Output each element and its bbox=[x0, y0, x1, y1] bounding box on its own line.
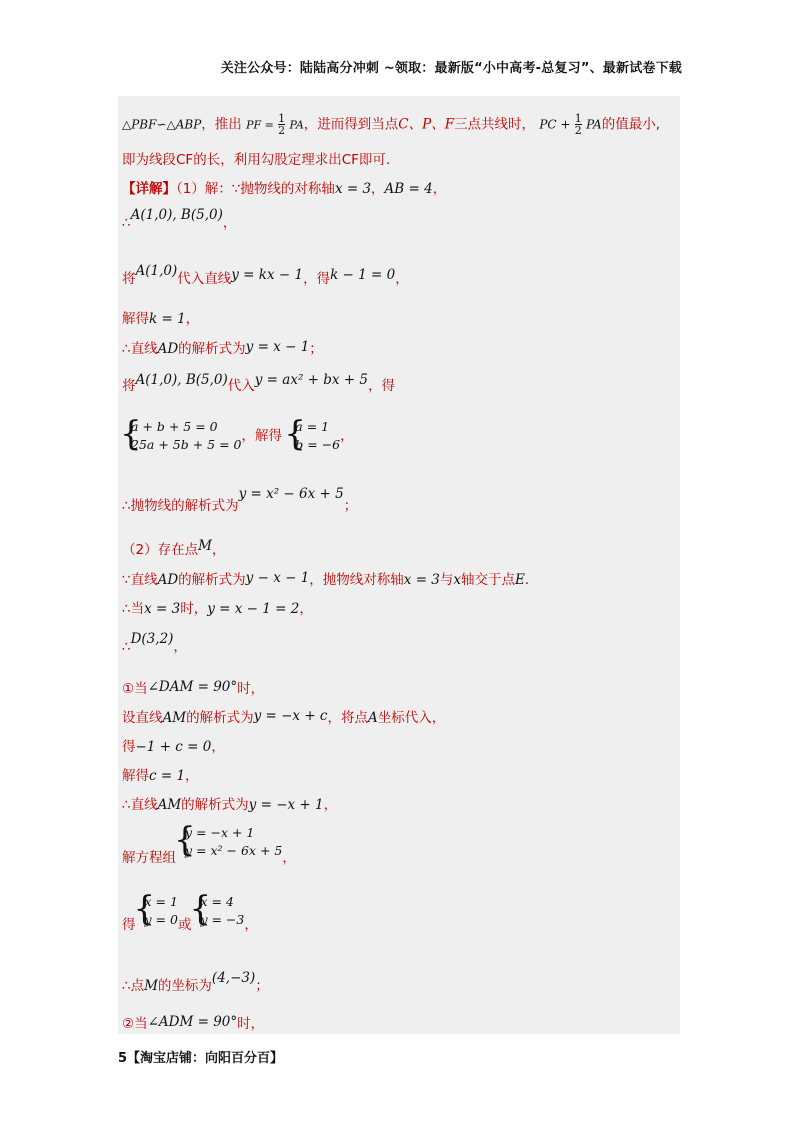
numerator: 1 bbox=[574, 112, 582, 125]
solution-line-16 bbox=[122, 709, 445, 727]
equation-row: y = x² − 6x + 5 bbox=[185, 843, 283, 858]
text: ， bbox=[185, 311, 200, 327]
math-expr: y = kx − 1 bbox=[231, 267, 304, 283]
therefore-symbol: ∴ bbox=[122, 215, 131, 231]
math-expr: PA bbox=[289, 118, 304, 132]
text: ， bbox=[299, 601, 313, 617]
math-expr: PA bbox=[586, 117, 602, 132]
text: ，得 bbox=[368, 378, 395, 394]
text: 将 bbox=[122, 271, 136, 287]
solution-line-21 bbox=[122, 893, 258, 933]
math-expr: AM bbox=[162, 710, 187, 726]
text: 代入直线 bbox=[177, 271, 232, 287]
equation-row: 25a + 5b + 5 = 0 bbox=[131, 437, 242, 452]
therefore-symbol: ∴ bbox=[122, 639, 131, 655]
text: ， bbox=[222, 215, 237, 231]
text: 代入 bbox=[227, 378, 255, 394]
solution-line-11 bbox=[122, 538, 226, 559]
text: 或 bbox=[177, 917, 192, 933]
math-expr: k − 1 = 0 bbox=[330, 267, 396, 283]
math-expr: −1 + c = 0 bbox=[135, 739, 212, 755]
text: ，解得 bbox=[241, 428, 282, 444]
equation-row: { a + b + 5 = 0 bbox=[131, 419, 218, 434]
math-expr: ∠DAM = 90° bbox=[147, 679, 238, 695]
math-expr: y = −x + 1 bbox=[248, 797, 324, 813]
text: ，进而得到当点 bbox=[303, 116, 399, 133]
solution-line-18 bbox=[122, 767, 199, 785]
solution-line-14 bbox=[122, 631, 187, 656]
math-expr: (4,−3) bbox=[211, 970, 256, 986]
text: 得 bbox=[122, 739, 136, 755]
text: 的解析式为 bbox=[181, 797, 249, 813]
equation-row: { x = 4 bbox=[200, 894, 234, 909]
solution-line-8 bbox=[122, 372, 395, 395]
equation-row: b = −6 bbox=[295, 437, 341, 452]
text: （1）解：∵抛物线的对称轴 bbox=[176, 181, 335, 197]
solution-line-15 bbox=[122, 680, 264, 698]
math-expr: x = 3 bbox=[144, 601, 181, 617]
similar-triangles-expr: △PBF∽△ABP bbox=[122, 117, 202, 132]
solution-line-20 bbox=[122, 824, 296, 866]
math-expr: E bbox=[515, 572, 525, 588]
math-expr: ∠ADM = 90° bbox=[147, 1014, 238, 1030]
math-expr: A bbox=[367, 710, 378, 726]
text: 的值最小, bbox=[601, 116, 661, 133]
math-expr: A(1,0), B(5,0) bbox=[135, 372, 228, 388]
text: 的解析式为 bbox=[178, 341, 246, 357]
text: ②当 bbox=[122, 1016, 148, 1032]
text: 坐标代入， bbox=[377, 710, 446, 726]
text: 时， bbox=[237, 1016, 265, 1032]
text: 将 bbox=[122, 378, 136, 394]
equation-row: y = −3 bbox=[200, 912, 245, 927]
solution-line-9 bbox=[122, 418, 354, 454]
text: ， bbox=[185, 768, 199, 784]
math-expr: x = 3 bbox=[403, 572, 440, 588]
text: ∴直线 bbox=[122, 341, 158, 357]
equation-row: { a = 1 bbox=[295, 419, 330, 434]
text: ； bbox=[255, 978, 269, 994]
solution-line-17 bbox=[122, 738, 225, 756]
math-expr: y = x² − 6x + 5 bbox=[238, 486, 344, 502]
text: ∴当 bbox=[122, 601, 145, 617]
text: ， bbox=[395, 271, 409, 287]
denominator: 2 bbox=[574, 124, 582, 137]
math-expr: k = 1 bbox=[149, 311, 186, 327]
text: （2）存在点 bbox=[122, 542, 199, 558]
solution-line-23 bbox=[122, 1015, 264, 1033]
text: 时， bbox=[180, 601, 208, 617]
detail-label: 【详解】 bbox=[122, 181, 176, 197]
solution-line-1 bbox=[122, 113, 660, 136]
page-header: 关注公众号：陆陆高分冲刺 ~领取：最新版“小中高考-总复习”、最新试卷下载 bbox=[220, 61, 682, 76]
math-expr: PF = bbox=[246, 118, 274, 132]
text: 设直线 bbox=[122, 710, 163, 726]
math-expr: AD bbox=[157, 572, 179, 588]
math-expr: C、P、F bbox=[398, 116, 455, 133]
text: ∴点 bbox=[122, 978, 145, 994]
solution-system-2 bbox=[191, 893, 244, 929]
solution-line-3 bbox=[122, 180, 446, 198]
equation-system-2 bbox=[286, 418, 340, 454]
text: 与 bbox=[439, 572, 454, 588]
text: ； bbox=[343, 498, 358, 514]
solution-line-10 bbox=[122, 486, 358, 515]
text: 解得 bbox=[122, 768, 149, 784]
math-expr: y = −x + c bbox=[253, 708, 328, 724]
text: ， bbox=[173, 639, 187, 655]
text: ； bbox=[309, 341, 323, 357]
math-expr: y = x − 1 bbox=[245, 339, 310, 355]
text: 的解析式为 bbox=[178, 572, 246, 588]
solution-line-12 bbox=[122, 571, 529, 589]
text: ，抛物线对称轴 bbox=[309, 572, 404, 588]
solution-line-6 bbox=[122, 310, 199, 328]
fraction-half bbox=[575, 113, 582, 136]
math-expr: M bbox=[144, 978, 158, 994]
math-expr: A(1,0), B(5,0) bbox=[130, 207, 223, 223]
math-expr: AM bbox=[157, 797, 182, 813]
text: 时， bbox=[237, 681, 265, 697]
math-expr: M bbox=[198, 538, 212, 554]
numerator: 1 bbox=[278, 112, 286, 125]
text: ， bbox=[211, 542, 226, 558]
math-expr: AB = 4 bbox=[384, 181, 433, 197]
text: ， bbox=[323, 797, 338, 813]
text: . bbox=[524, 572, 530, 588]
solution-line-2: 即为线段CF的长，利用勾股定理求出CF即可. bbox=[122, 152, 391, 168]
math-expr: x = 3 bbox=[334, 181, 372, 197]
denominator: 2 bbox=[278, 124, 286, 137]
math-expr: D(3,2) bbox=[130, 631, 174, 647]
text: 轴交于点 bbox=[461, 572, 516, 588]
text: ∵直线 bbox=[122, 572, 158, 588]
equation-system-3 bbox=[176, 824, 282, 860]
math-expr: y − x − 1 bbox=[245, 570, 310, 586]
equation-system-1 bbox=[122, 418, 241, 454]
text: ， bbox=[340, 428, 354, 444]
text: ①当 bbox=[122, 681, 148, 697]
equation-row: y = 0 bbox=[144, 912, 178, 927]
math-expr: AD bbox=[157, 341, 179, 357]
text: ， bbox=[282, 850, 296, 866]
text: ， bbox=[244, 917, 258, 933]
text: ∴直线 bbox=[122, 797, 158, 813]
text: 的坐标为 bbox=[157, 978, 212, 994]
text: ∴抛物线的解析式为 bbox=[122, 498, 239, 514]
page-footer: 5【淘宝店铺：向阳百分百】 bbox=[118, 1051, 284, 1066]
text: 解得 bbox=[122, 311, 149, 327]
solution-line-22 bbox=[122, 970, 269, 995]
math-expr: x bbox=[453, 572, 462, 588]
solution-line-19 bbox=[122, 796, 337, 814]
fraction-half bbox=[278, 113, 285, 136]
math-expr: c = 1 bbox=[149, 768, 186, 784]
text: 的解析式为 bbox=[186, 710, 254, 726]
text: 解方程组 bbox=[122, 850, 176, 866]
solution-line-13 bbox=[122, 600, 313, 618]
math-expr: PC + bbox=[539, 117, 571, 132]
text: 三点共线时， bbox=[454, 116, 536, 133]
solution-line-5 bbox=[122, 263, 409, 288]
text: ，得 bbox=[303, 271, 331, 287]
text: ，将点 bbox=[327, 710, 368, 726]
solution-line-7 bbox=[122, 340, 323, 358]
text: ， bbox=[371, 181, 385, 197]
solution-line-4 bbox=[122, 207, 237, 232]
text: ， bbox=[432, 181, 447, 197]
text: ， bbox=[211, 739, 225, 755]
equation-row: { y = −x + 1 bbox=[185, 825, 255, 840]
solution-system-1 bbox=[136, 893, 178, 929]
text: ，推出 bbox=[201, 116, 242, 133]
equation-row: { x = 1 bbox=[144, 894, 178, 909]
text: 得 bbox=[122, 917, 136, 933]
math-expr: A(1,0) bbox=[135, 263, 178, 279]
math-expr: y = x − 1 = 2 bbox=[207, 601, 300, 617]
math-expr: y = ax² + bx + 5 bbox=[254, 372, 368, 388]
